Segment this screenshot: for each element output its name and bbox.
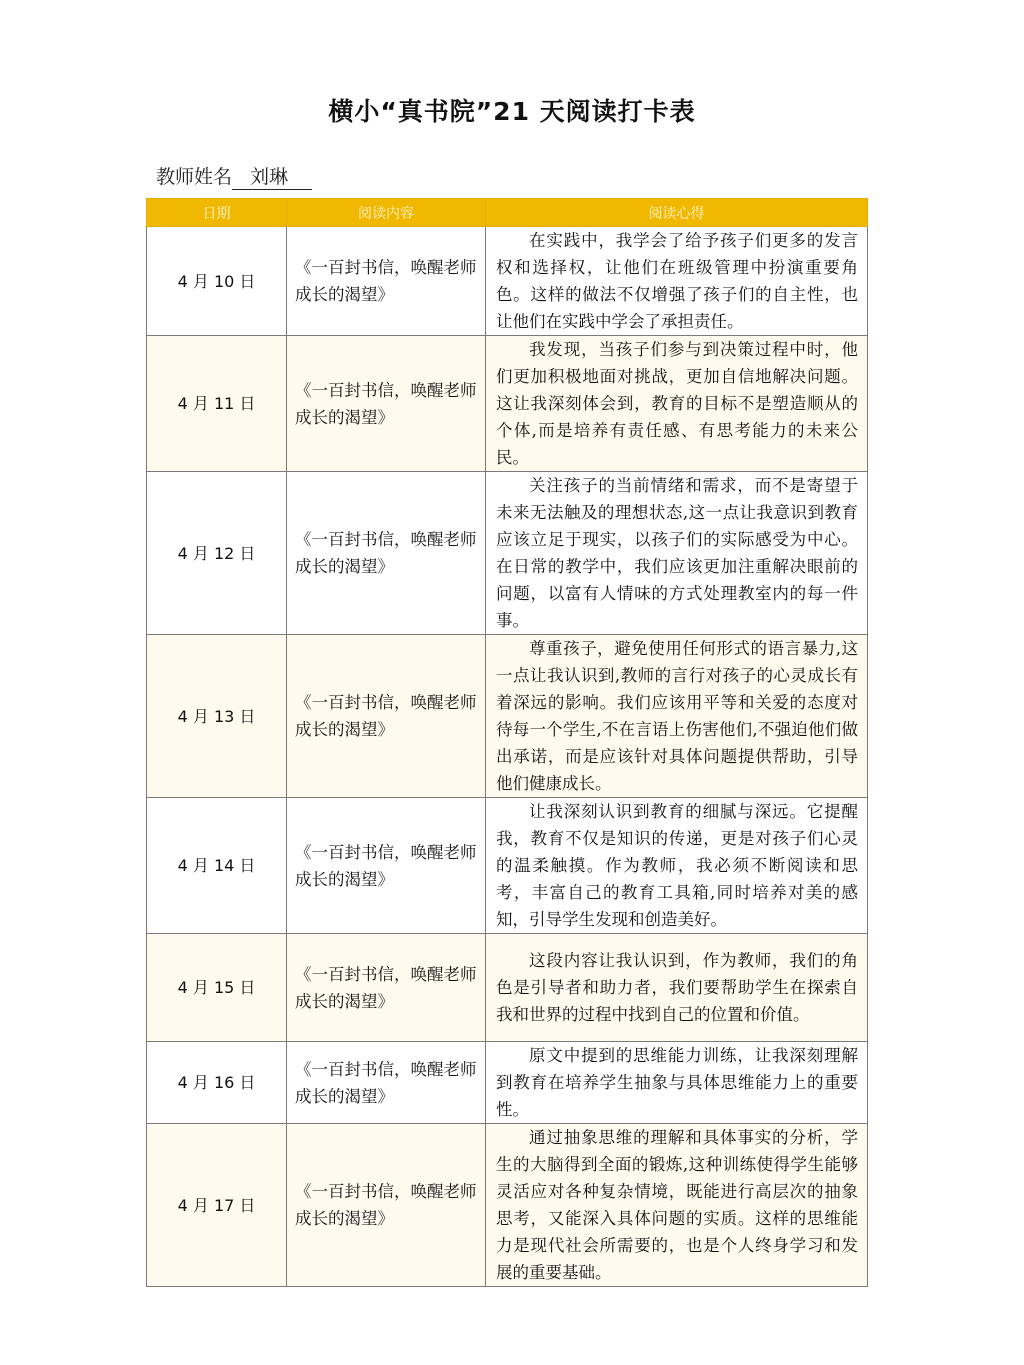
- page-title: 横小“真书院”21 天阅读打卡表: [328, 97, 696, 126]
- row-note: 在实践中，我学会了给予孩子们更多的发言权和选择权，让他们在班级管理中扮演重要角色。这样的做法不仅增强了孩子们的自主性，也让他们在实践中学会了承担责任。: [486, 227, 868, 336]
- row-date: 4 月 16 日: [147, 1042, 287, 1124]
- row-book: 《一百封书信，唤醒老师成长的渴望》: [287, 798, 486, 934]
- table-row: [147, 798, 868, 934]
- teacher-name: 刘琳: [232, 165, 312, 190]
- row-date: 4 月 14 日: [147, 798, 287, 934]
- row-date: 4 月 13 日: [147, 635, 287, 798]
- table-row: [147, 227, 868, 336]
- row-note: 让我深刻认识到教育的细腻与深远。它提醒我，教育不仅是知识的传递，更是对孩子们心灵的温柔触摸。作为教师，我必须不断阅读和思考，丰富自己的教育工具箱,同时培养对美的感知，引导学生发现和创造美好。: [486, 798, 868, 934]
- row-date: 4 月 10 日: [147, 227, 287, 336]
- row-note: 关注孩子的当前情绪和需求，而不是寄望于未来无法触及的理想状态,这一点让我意识到教育应该立足于现实，以孩子们的实际感受为中心。在日常的教学中，我们应该更加注重解决眼前的问题，以富有人情味的方式处理教室内的每一件事。: [486, 472, 868, 635]
- row-book: 《一百封书信，唤醒老师成长的渴望》: [287, 1124, 486, 1287]
- row-note: 这段内容让我认识到，作为教师，我们的角色是引导者和助力者，我们要帮助学生在探索自我和世界的过程中找到自己的位置和价值。: [486, 934, 868, 1042]
- header-date: 日期: [147, 199, 287, 227]
- table-row: [147, 336, 868, 472]
- row-date: 4 月 17 日: [147, 1124, 287, 1287]
- row-book: 《一百封书信，唤醒老师成长的渴望》: [287, 336, 486, 472]
- table-row: [147, 635, 868, 798]
- teacher-field: [156, 162, 312, 190]
- row-note: 原文中提到的思维能力训练，让我深刻理解到教育在培养学生抽象与具体思维能力上的重要性。: [486, 1042, 868, 1124]
- table-header-row: [147, 199, 868, 227]
- row-book: 《一百封书信，唤醒老师成长的渴望》: [287, 635, 486, 798]
- reading-checkin-table: [146, 198, 868, 1287]
- header-reading-notes: 阅读心得: [486, 199, 868, 227]
- row-date: 4 月 12 日: [147, 472, 287, 635]
- row-book: 《一百封书信，唤醒老师成长的渴望》: [287, 472, 486, 635]
- row-note: 我发现，当孩子们参与到决策过程中时，他们更加积极地面对挑战，更加自信地解决问题。这让我深刻体会到，教育的目标不是塑造顺从的个体,而是培养有责任感、有思考能力的未来公民。: [486, 336, 868, 472]
- row-date: 4 月 11 日: [147, 336, 287, 472]
- table-row: [147, 472, 868, 635]
- table-row: [147, 1042, 868, 1124]
- teacher-label: 教师姓名: [156, 166, 233, 188]
- row-book: 《一百封书信，唤醒老师成长的渴望》: [287, 227, 486, 336]
- row-book: 《一百封书信，唤醒老师成长的渴望》: [287, 934, 486, 1042]
- row-date: 4 月 15 日: [147, 934, 287, 1042]
- row-note: 尊重孩子，避免使用任何形式的语言暴力,这一点让我认识到,教师的言行对孩子的心灵成长有着深远的影响。我们应该用平等和关爱的态度对待每一个学生,不在言语上伤害他们,不强迫他们做出承诺，而是应该针对具体问题提供帮助，引导他们健康成长。: [486, 635, 868, 798]
- row-book: 《一百封书信，唤醒老师成长的渴望》: [287, 1042, 486, 1124]
- row-note: 通过抽象思维的理解和具体事实的分析，学生的大脑得到全面的锻炼,这种训练使得学生能够灵活应对各种复杂情境，既能进行高层次的抽象思考，又能深入具体问题的实质。这样的思维能力是现代社会所需要的，也是个人终身学习和发展的重要基础。: [486, 1124, 868, 1287]
- header-reading-content: 阅读内容: [287, 199, 486, 227]
- table-row: [147, 1124, 868, 1287]
- table-row: [147, 934, 868, 1042]
